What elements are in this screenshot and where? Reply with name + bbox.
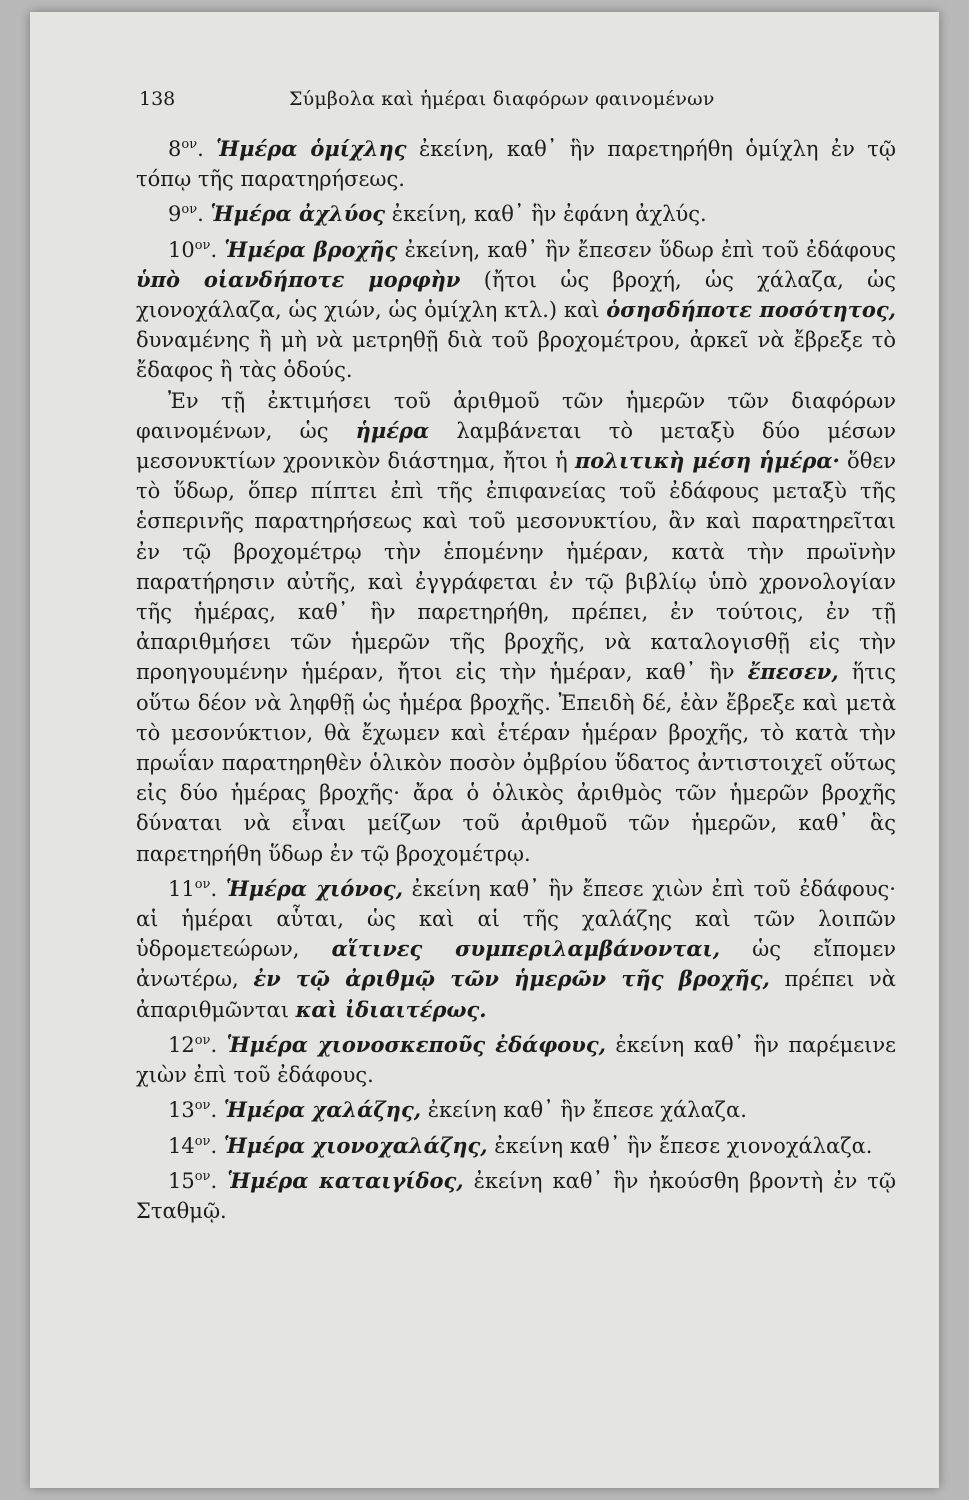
entry-text: ἐκείνη, καθ᾽ ἣν ἐφάνη ἀχλύς. [385, 202, 707, 227]
entry-10: $10^{o\nu}$. Ἡμέρα βροχῆς ἐκείνη, καθ᾽ ἣν ἔπεσεν ὕδωρ ἐπὶ τοῦ ἐδάφους ὑπὸ οἱανδήποτε μορφὴν (ἤτοι ὡς βροχή, ὡς χάλαζα, ὡς χιονοχάλαζα, ὡς χιών, ὡς ὁμίχλη κτλ.) καὶ ὁσησδήποτε ποσότητος, δυναμένης ἢ μὴ νὰ μετρηθῇ διὰ τοῦ βροχομέτρου, ἀρκεῖ νὰ ἔβρεξε τὸ ἔδαφος ἢ τὰς ὁδούς. [136, 236, 896, 383]
entry-text: ὡς εἴπομεν ἀνωτέρω, [136, 937, 896, 992]
entry-number: 8 [168, 137, 182, 161]
emphasis: καὶ ἰδιαιτέρως. [295, 996, 487, 1022]
entry-11: $11^{o\nu}$. Ἡμέρα χιόνος, ἐκείνη καθ᾽ ἣν ἔπεσε χιὼν ἐπὶ τοῦ ἐδάφους· αἱ ἡμέραι αὗται, ὡς καὶ αἱ τῆς χαλάζης καὶ τῶν λοιπῶν ὑδρομετεώρων, αἵτινες συμπεριλαμβάνονται, ὡς εἴπομεν ἀνωτέρω, ἐν τῷ ἀριθμῷ τῶν ἡμερῶν τῆς βροχῆς, πρέπει νὰ ἀπαριθμῶνται καὶ ἰδιαιτέρως. [136, 875, 896, 1022]
emphasis: ὑπὸ οἱανδήποτε μορφὴν [136, 266, 461, 292]
paragraph-text: Ἐν τῇ ἐκτιμήσει τοῦ ἀριθμοῦ τῶν ἡμερῶν τῶν διαφόρων φαινομένων, ὡς [136, 388, 896, 443]
entry-number: 14 [168, 1133, 195, 1158]
page-number: 138 [139, 88, 176, 110]
entry-text: ἐκείνη καθ᾽ ἣν ἔπεσε χιονοχάλαζα. [487, 1133, 873, 1158]
entry-text: ἐκείνη καθ᾽ ἣν παρέμεινε χιὼν ἐπὶ τοῦ ἐδάφους. [136, 1032, 896, 1088]
ordinal-suffix: ον [181, 137, 198, 152]
entry-term: Ἡμέρα χαλάζης, [223, 1097, 422, 1123]
entry-number: 10 [168, 237, 195, 262]
emphasis: ἡμέρα [355, 417, 430, 443]
entry-number: 15 [168, 1168, 195, 1193]
running-title: Σύμβολα καὶ ἡμέραι διαφόρων φαινομένων [289, 88, 715, 110]
entry-number: 11 [168, 876, 195, 901]
entry-term: Ἡμέρα καταιγίδος, [227, 1167, 464, 1193]
emphasis: ὁσησδήποτε ποσότητος, [606, 297, 896, 323]
entry-term: Ἡμέρα ἀχλύος [210, 201, 386, 227]
entry-8: $8^{o\nu}$. Ἡμέρα ὁμίχλης ἐκείνη, καθ᾽ ἣν παρετηρήθη ὁμίχλη ἐν τῷ τόπῳ τῆς παρατηρήσεως. [136, 136, 897, 192]
paragraph-text: ὅθεν τὸ ὕδωρ, ὅπερ πίπτει ἐπὶ τῆς ἐπιφανείας τοῦ ἐδάφους μεταξὺ τῆς ἑσπερινῆς παρατηρήσεως καὶ τοῦ μεσονυκτίου, ἂν καὶ παρατηρεῖται ἐν τῷ βροχομέτρῳ τὴν ἑπομένην ἡμέραν, κατὰ τὴν πρωϊνὴν παρατήρησιν αὐτῆς, καὶ ἐγγράφεται ἐν τῷ βιβλίῳ ὑπὸ χρονολογίαν τῆς ἡμέρας, καθ᾽ ἣν παρετηρήθη, πρέπει, ἐν τούτοις, ἐν τῇ ἀπαριθμήσει τῶν ἡμερῶν τῆς βροχῆς, νὰ καταλογισθῇ εἰς τὴν προηγουμένην ἡμέραν, ἤτοι εἰς τὴν ἡμέραν, καθ᾽ ἣν [136, 449, 896, 685]
entry-number: 9 [168, 202, 182, 227]
entry-15: $15^{o\nu}$. Ἡμέρα καταιγίδος, ἐκείνη καθ᾽ ἣν ἠκούσθη βροντὴ ἐν τῷ Σταθμῷ. [136, 1167, 896, 1223]
emphasis: ἐν τῷ ἀριθμῷ τῶν ἡμερῶν τῆς βροχῆς, [253, 966, 770, 992]
ordinal-suffix: ον [181, 202, 198, 218]
entry-text: δυναμένης ἢ μὴ νὰ μετρηθῇ διὰ τοῦ βροχομέτρου, ἀρκεῖ νὰ ἔβρεξε τὸ ἔδαφος ἢ τὰς ὁδούς. [136, 328, 896, 383]
entry-term: Ἡμέρα χιονοχαλάζης, [223, 1132, 488, 1158]
entry-text: πρέπει νὰ ἀπαριθμῶνται [136, 967, 896, 1022]
emphasis: ἔπεσεν, [747, 659, 839, 685]
entry-text: (ἤτοι ὡς βροχή, ὡς χάλαζα, ὡς χιονοχάλαζα, ὡς χιών, ὡς ὁμίχλη κτλ.) καὶ [136, 267, 896, 323]
ordinal-suffix: ον [194, 1168, 211, 1184]
entry-term: Ἡμέρα βροχῆς [224, 236, 398, 262]
ordinal-suffix: ον [194, 1098, 211, 1114]
entry-number: 13 [168, 1098, 195, 1123]
entry-text: ἐκείνη, καθ᾽ ἣν ἔπεσεν ὕδωρ ἐπὶ τοῦ ἐδάφους [397, 237, 896, 262]
body-text [136, 134, 896, 1226]
entry-number: 12 [168, 1032, 195, 1057]
ordinal-suffix: ον [194, 1032, 211, 1048]
entry-term: Ἡμέρα χιονοσκεποῦς ἐδάφους, [226, 1031, 606, 1057]
entry-text: ἐκείνη καθ᾽ ἣν ἔπεσε χιὼν ἐπὶ τοῦ ἐδάφους· αἱ ἡμέραι αὗται, ὡς καὶ αἱ τῆς χαλάζης καὶ τῶν λοιπῶν ὑδρομετεώρων, [136, 876, 896, 962]
ordinal-suffix: ον [194, 237, 211, 253]
entry-text: ἐκείνη, καθ᾽ ἣν παρετηρήθη ὁμίχλη ἐν τῷ τόπῳ τῆς παρατηρήσεως. [136, 137, 897, 192]
entry-14: $14^{o\nu}$. Ἡμέρα χιονοχαλάζης, ἐκείνη καθ᾽ ἣν ἔπεσε χιονοχάλαζα. [168, 1132, 873, 1158]
ordinal-suffix: ον [194, 1133, 211, 1149]
entry-term: Ἡμέρα ὁμίχλης [216, 136, 407, 161]
book-page [30, 12, 939, 1488]
paragraph-text: ἥτις οὕτω δέον νὰ ληφθῇ ὡς ἡμέρα βροχῆς. Ἐπειδὴ δέ, ἐὰν ἔβρεξε καὶ μετὰ τὸ μεσονύκτιον, θὰ ἔχωμεν καὶ ἑτέραν ἡμέραν βροχῆς, τὸ κατὰ τὴν πρωΐαν παρατηρηθὲν ὁλικὸν ποσὸν ὀμβρίου ὕδατος ἀντιστοιχεῖ οὕτως εἰς δύο ἡμέρας βροχῆς· ἄρα ὁ ὁλικὸς ἀριθμὸς τῶν ἡμερῶν βροχῆς δύναται νὰ εἶναι μείζων τοῦ ἀριθμοῦ τῶν ἡμερῶν, καθ᾽ ἃς παρετηρήθη ὕδωρ ἐν τῷ βροχομέτρῳ. [136, 660, 896, 866]
explanatory-paragraph [136, 386, 896, 869]
entry-9: $9^{o\nu}$. Ἡμέρα ἀχλύος ἐκείνη, καθ᾽ ἣν ἐφάνη ἀχλύς. [168, 201, 707, 227]
paragraph-text: λαμβάνεται τὸ μεταξὺ δύο μέσων μεσονυκτίων χρονικὸν διάστημα, ἤτοι ἡ [136, 418, 896, 474]
emphasis: πολιτικὴ μέση ἡμέρα· [574, 448, 840, 474]
entry-text: ἐκείνη καθ᾽ ἣν ἠκούσθη βροντὴ ἐν τῷ Σταθμῷ. [136, 1168, 896, 1223]
emphasis: αἵτινες συμπεριλαμβάνονται, [331, 936, 721, 962]
entry-term: Ἡμέρα χιόνος, [225, 875, 404, 901]
entry-13: $13^{o\nu}$. Ἡμέρα χαλάζης, ἐκείνη καθ᾽ ἣν ἔπεσε χάλαζα. [168, 1097, 747, 1123]
ordinal-suffix: ον [194, 876, 211, 892]
entry-12: $12^{o\nu}$. Ἡμέρα χιονοσκεποῦς ἐδάφους, ἐκείνη καθ᾽ ἣν παρέμεινε χιὼν ἐπὶ τοῦ ἐδάφους. [136, 1031, 896, 1088]
entry-text: ἐκείνη καθ᾽ ἣν ἔπεσε χάλαζα. [421, 1098, 747, 1123]
